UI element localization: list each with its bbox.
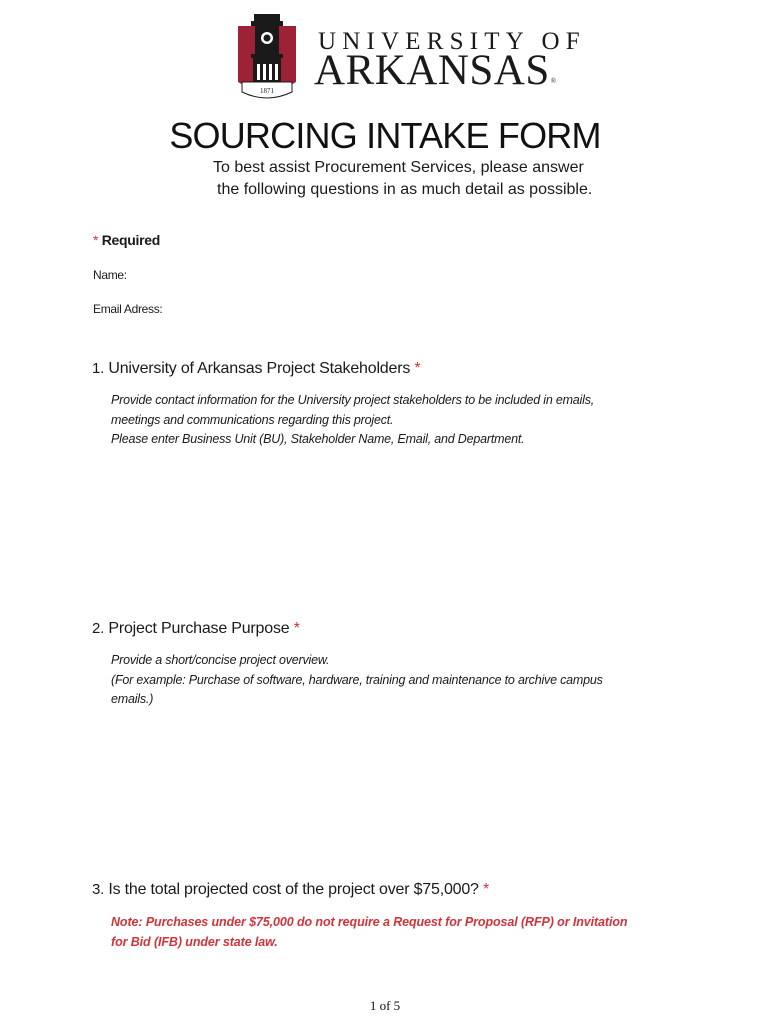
required-label: Required — [101, 232, 161, 248]
question-number: 2. — [92, 620, 105, 637]
required-star: * — [93, 232, 99, 248]
note-line: for Bid (IFB) under state law. — [111, 935, 278, 949]
university-seal-logo — [236, 12, 298, 104]
logo-wordmark-line1: UNIVERSITY OF — [318, 28, 586, 55]
logo-wordmark-line2 — [314, 49, 557, 103]
required-star: * — [483, 881, 490, 898]
hint-line: meetings and communications regarding this project. — [111, 412, 394, 427]
question-3 — [92, 881, 489, 899]
subtitle-line: the following questions in as much detail as possible. — [217, 181, 593, 198]
logo-wordmark-text: ARKANSAS — [314, 47, 550, 94]
subtitle-line: To best assist Procurement Services, please answer — [213, 159, 584, 176]
required-star: * — [293, 620, 300, 637]
question-text: University of Arkansas Project Stakeholders — [108, 360, 411, 377]
question-1 — [92, 360, 420, 378]
note-line: Note: Purchases under $75,000 do not require a Request for Proposal (RFP) or Invitation — [111, 915, 628, 929]
name-field-label: Name: — [93, 268, 127, 282]
question-number: 3. — [92, 881, 105, 898]
required-star: * — [414, 360, 421, 377]
hint-line: Provide contact information for the University project stakeholders to be included in emails, — [111, 393, 595, 407]
question-text: Project Purchase Purpose — [108, 620, 290, 637]
question-3-note — [111, 912, 627, 952]
seal-year: 1871 — [260, 87, 274, 95]
hint-line: emails.) — [111, 692, 154, 706]
hint-line: Provide a short/concise project overview. — [111, 653, 330, 667]
trademark-symbol: ® — [550, 77, 557, 85]
question-text: Is the total projected cost of the project over $75,000? — [108, 881, 479, 898]
required-legend — [93, 232, 160, 248]
page-title: SOURCING INTAKE FORM — [169, 115, 601, 156]
hint-line: Please enter Business Unit (BU), Stakeholder Name, Email, and Department. — [111, 432, 525, 446]
question-1-hint — [111, 391, 594, 450]
question-number: 1. — [92, 360, 105, 377]
subtitle — [213, 157, 592, 201]
question-2 — [92, 620, 300, 638]
email-field-label: Email Adress: — [93, 302, 163, 316]
page-indicator: 1 of 5 — [369, 998, 401, 1013]
hint-line: (For example: Purchase of software, hardware, training and maintenance to archive campus — [111, 672, 603, 687]
question-2-hint — [111, 651, 603, 710]
